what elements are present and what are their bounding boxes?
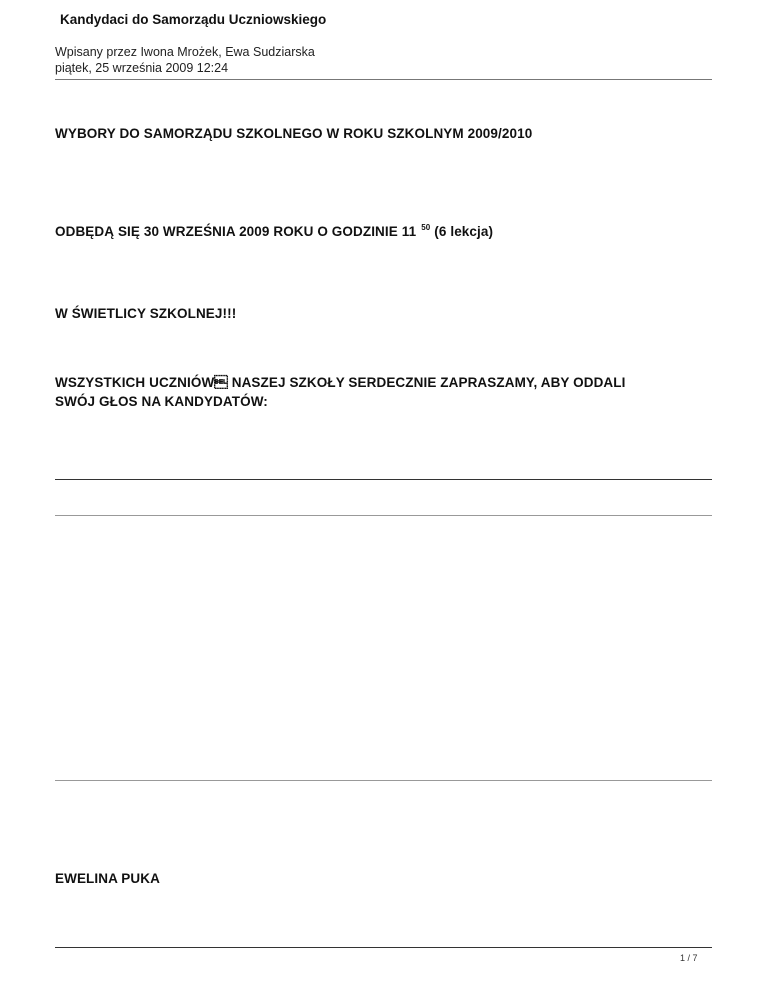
invitation-line-1: WSZYSTKICH UCZNIÓW NASZEJ SZKOŁY SERDECZNIE ZAPRASZAMY, ABY ODDALI <box>55 375 626 390</box>
election-heading: WYBORY DO SAMORZĄDU SZKOLNEGO W ROKU SZKOLNYM 2009/2010 <box>55 126 533 141</box>
election-date <box>55 218 715 241</box>
candidates-divider-top <box>55 479 712 480</box>
page-title: Kandydaci do Samorządu Uczniowskiego <box>60 12 327 27</box>
page-number: 1 / 7 <box>680 953 698 963</box>
author-line: Wpisany przez Iwona Mrożek, Ewa Sudziarska <box>55 45 315 59</box>
article-byline <box>55 44 315 76</box>
footer-divider <box>55 947 712 948</box>
date-line: piątek, 25 września 2009 12:24 <box>55 61 229 75</box>
candidates-divider-third <box>55 780 712 781</box>
election-time-minutes: 50 <box>421 223 431 232</box>
election-lesson: (6 lekcja) <box>434 224 494 239</box>
election-location: W ŚWIETLICY SZKOLNEJ!!! <box>55 306 237 321</box>
header-divider <box>55 79 712 80</box>
invitation-text <box>55 373 715 411</box>
invitation-line-2: SWÓJ GŁOS NA KANDYDATÓW: <box>55 394 268 409</box>
election-date-main: ODBĘDĄ SIĘ 30 WRZEŚNIA 2009 ROKU O GODZINIE 11 <box>55 224 417 239</box>
candidate-name: EWELINA PUKA <box>55 871 160 886</box>
candidates-divider-second <box>55 515 712 516</box>
